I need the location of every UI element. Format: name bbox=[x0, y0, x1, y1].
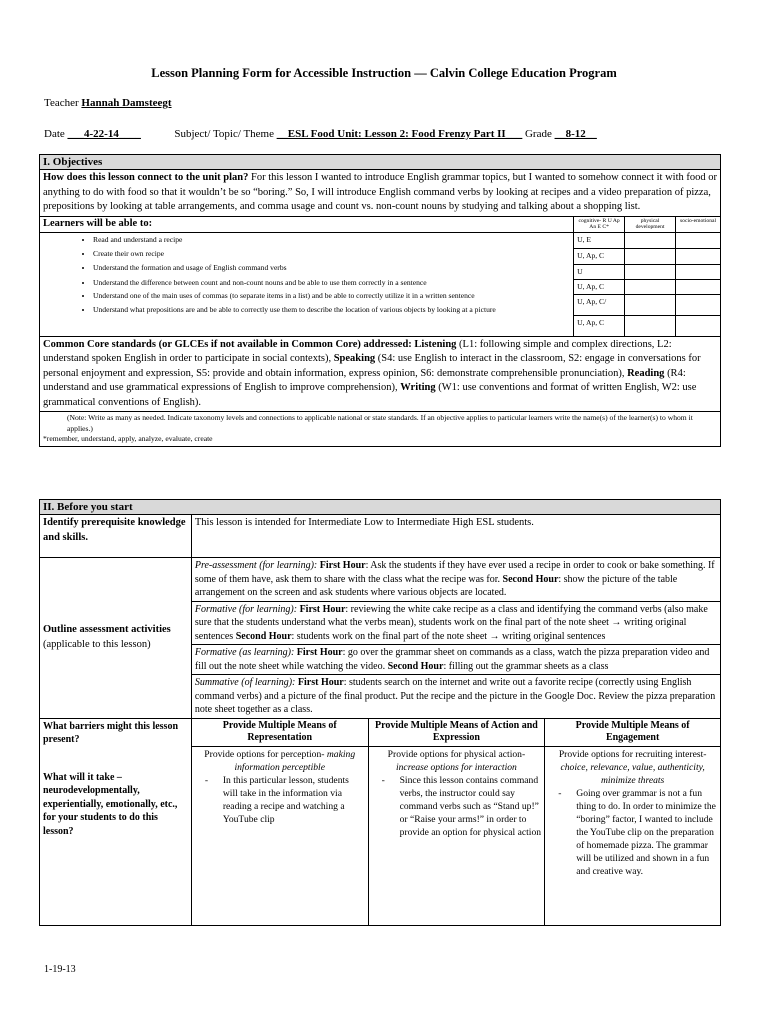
cc-reading: Reading bbox=[627, 367, 665, 379]
taxonomy-footnote: *remember, understand, apply, analyze, evaluate, create bbox=[43, 434, 213, 443]
cognitive-level: U, E bbox=[574, 232, 625, 248]
subject-value: __ESL Food Unit: Lesson 2: Food Frenzy Part II___ bbox=[276, 128, 523, 140]
objective-item: • Understand the difference between count and non-count nouns and be able to use them correctly in a sentence bbox=[93, 277, 570, 288]
unit-connection bbox=[40, 170, 721, 217]
teacher-label: Teacher bbox=[44, 97, 79, 109]
learners-label: Learners will be able to: bbox=[40, 216, 574, 232]
assessment-hour: First Hour bbox=[297, 677, 344, 688]
prereq-label: Identify prerequisite knowledge and skills. bbox=[40, 515, 192, 558]
cc-speaking: Speaking bbox=[333, 353, 376, 364]
assessment-hour: First Hour bbox=[296, 647, 343, 658]
udl-representation bbox=[191, 746, 368, 925]
objectives-table bbox=[39, 154, 721, 447]
subject-label: Subject/ Topic/ Theme bbox=[174, 128, 274, 140]
udl-lead: Provide options for perception- bbox=[204, 748, 325, 760]
udl-lead-italic: making information perceptible bbox=[234, 748, 356, 773]
udl-action bbox=[368, 746, 545, 925]
cognitive-level: U, Ap, C bbox=[574, 248, 625, 264]
objective-item: • Create their own recipe bbox=[93, 248, 570, 259]
assessment-hour: Second Hour bbox=[502, 573, 559, 585]
note-cell bbox=[40, 412, 721, 447]
cc-listening-text: (L1: following simple and complex directions, L2: understand spoken English in order to participate in social contexts), bbox=[43, 338, 672, 364]
col-cognitive: cognitive- R U Ap An E C* bbox=[574, 216, 625, 232]
udl-header-engagement: Provide Multiple Means of Engagement bbox=[545, 718, 721, 746]
assessment-hour: First Hour bbox=[299, 603, 346, 615]
assessment-text: : Ask the students if they have ever used a recipe in order to cook or bake something. If some of them have, ask them to share with the class what the recipe was for. bbox=[194, 560, 715, 585]
assessment-type: Formative (as learning): bbox=[194, 647, 295, 658]
barriers-cell bbox=[40, 718, 192, 925]
teacher-line bbox=[44, 97, 172, 109]
assessment-type: Summative (of learning): bbox=[194, 677, 296, 688]
grade-label: Grade bbox=[524, 128, 552, 140]
assessment-hour: Second Hour bbox=[235, 630, 292, 642]
objective-item: • Understand what prepositions are and be able to correctly use them to describe the location of various objects by looking at a picture bbox=[93, 304, 570, 315]
col-physical: physical development bbox=[625, 216, 676, 232]
page-footer-date: 1-19-13 bbox=[44, 964, 76, 975]
col-socio: socio-emotional bbox=[676, 216, 721, 232]
assessment-hour: Second Hour bbox=[387, 660, 444, 672]
assessment-text: : go over the grammar sheet on commands as a class, watch the pizza preparation video and fill out the note sheet while watching the video. bbox=[194, 647, 710, 672]
assessment-text: : students work on the final part of the note sheet → writing original sentences bbox=[291, 630, 606, 642]
objective-item: • Read and understand a recipe bbox=[93, 234, 570, 245]
objective-item: • Understand one of the main uses of commas (to separate items in a list) and be able to correctly utilize it in a written sentence bbox=[93, 290, 570, 301]
cc-writing: Writing bbox=[400, 382, 436, 393]
objective-list bbox=[43, 234, 570, 315]
objective-list-cell bbox=[40, 232, 574, 336]
cc-writing-text: (W1: use conventions and format of written English, W2: use grammatical conventions of English). bbox=[43, 382, 697, 408]
before-table bbox=[39, 499, 721, 926]
assessment-type: Formative (for learning): bbox=[194, 603, 298, 615]
cognitive-level: U, Ap, C bbox=[574, 315, 625, 336]
connection-answer: For this lesson I wanted to introduce English grammar topics, but I wanted to somehow connect it with food or anything to do with food so that it wouldn’t be so “boring.” So, I will introduce English command verbs by looking at recipes and a video preparation of pizza, prepositions by looking at table arrangements, and comma usage and count vs. non-count nouns by studying and talking about a shopping list. bbox=[43, 172, 717, 212]
cc-reading-text: (R4: understand and use grammatical expressions of English to improve comprehension), bbox=[43, 367, 686, 393]
udl-header-representation: Provide Multiple Means of Representation bbox=[191, 718, 368, 746]
outline-label: Outline assessment activities bbox=[43, 624, 171, 636]
cc-listening: Listening bbox=[414, 338, 457, 350]
date-label: Date bbox=[44, 128, 65, 140]
assessment-text: : reviewing the white cake recipe as a class and identifying the command verbs (also make sure that the students understand what the verbs mean), students work on the final part of the note sheet → writing original sentences bbox=[194, 603, 708, 642]
udl-header-action: Provide Multiple Means of Action and Expression bbox=[368, 718, 545, 746]
common-core-label: Common Core standards (or GLCEs if not available in Common Core) addressed: bbox=[43, 338, 412, 350]
common-core-cell bbox=[40, 336, 721, 412]
before-header: II. Before you start bbox=[40, 500, 721, 515]
assessment-hour: First Hour bbox=[319, 560, 366, 571]
assessment-pre bbox=[191, 558, 720, 602]
assessment-text: : show the picture of the table arrangement on the screen and ask students where various objects are located. bbox=[194, 573, 678, 598]
objective-item: • Understand the formation and usage of English command verbs bbox=[93, 262, 570, 273]
assessment-summative bbox=[191, 675, 720, 719]
grade-value: __8-12__ bbox=[554, 128, 597, 140]
cc-speaking-text: (S4: use English to interact in the classroom, S2: engage in conversations for personal enjoyment and expression, S5: provide and obtain information, express opinion, S6: demonstrate comprehensible pronunciation), bbox=[43, 353, 701, 379]
take-question: What will it take – neurodevelopmentally, experientially, emotionally, etc., for your students to do this lesson? bbox=[43, 771, 178, 837]
udl-bullet: - Since this lesson contains command verbs, the instructor could say command verbs such as “Stand up!” or “Raise your arms!” in order to provide an option for physical action bbox=[400, 774, 542, 839]
teacher-name: Hannah Damsteegt bbox=[81, 97, 172, 109]
meta-line bbox=[44, 128, 597, 140]
outline-sublabel: (applicable to this lesson) bbox=[43, 638, 151, 650]
assessment-text: : filling out the grammar sheets as a class bbox=[443, 660, 609, 672]
date-value: ___4-22-14____ bbox=[67, 128, 141, 140]
udl-lead: Provide options for physical action- bbox=[387, 748, 526, 760]
connection-question: How does this lesson connect to the unit plan? bbox=[43, 172, 249, 183]
udl-lead: Provide options for recruiting interest- bbox=[558, 748, 707, 760]
objectives-header: I. Objectives bbox=[40, 155, 721, 170]
cognitive-level: U, Ap, C bbox=[574, 279, 625, 294]
prereq-text: This lesson is intended for Intermediate Low to Intermediate High ESL students. bbox=[191, 515, 720, 558]
udl-bullet: - In this particular lesson, students will take in the information via reading a recipe and watching a YouTube clip bbox=[223, 774, 365, 826]
udl-engagement bbox=[545, 746, 721, 925]
assessment-text: : students search on the internet and write out a favorite recipe (correctly using English command verbs) and a picture of the final product. Put the recipe and the picture in the Google Doc. Review the pizza preparation note sheet together as a class. bbox=[194, 677, 716, 715]
udl-lead-italic: increase options for interaction bbox=[395, 761, 517, 773]
udl-lead-italic: choice, relevance, value, authenticity, minimize threats bbox=[560, 761, 705, 786]
objectives-note: (Note: Write as many as needed. Indicate taxonomy levels and connections to applicable national or state standards. If an objective applies to particular learners write the name(s) of the learner(s) to whom it applies.) bbox=[67, 413, 693, 433]
outline-cell bbox=[40, 558, 192, 719]
page-title: Lesson Planning Form for Accessible Instruction — Calvin College Education Program bbox=[151, 66, 617, 80]
assessment-formative-as bbox=[191, 645, 720, 675]
assessment-type: Pre-assessment (for learning): bbox=[194, 560, 318, 571]
cognitive-level: U bbox=[574, 264, 625, 279]
udl-bullet: - Going over grammar is not a fun thing to do. In order to minimize the “boring” factor, I wanted to include the YouTube clip on the preparation of homemade pizza. The grammar will be utilized and shown in a fun and creative way. bbox=[576, 787, 717, 878]
cognitive-level: U, Ap, C/ bbox=[574, 294, 625, 315]
barriers-question: What barriers might this lesson present? bbox=[43, 720, 178, 745]
assessment-formative-for bbox=[191, 601, 720, 645]
